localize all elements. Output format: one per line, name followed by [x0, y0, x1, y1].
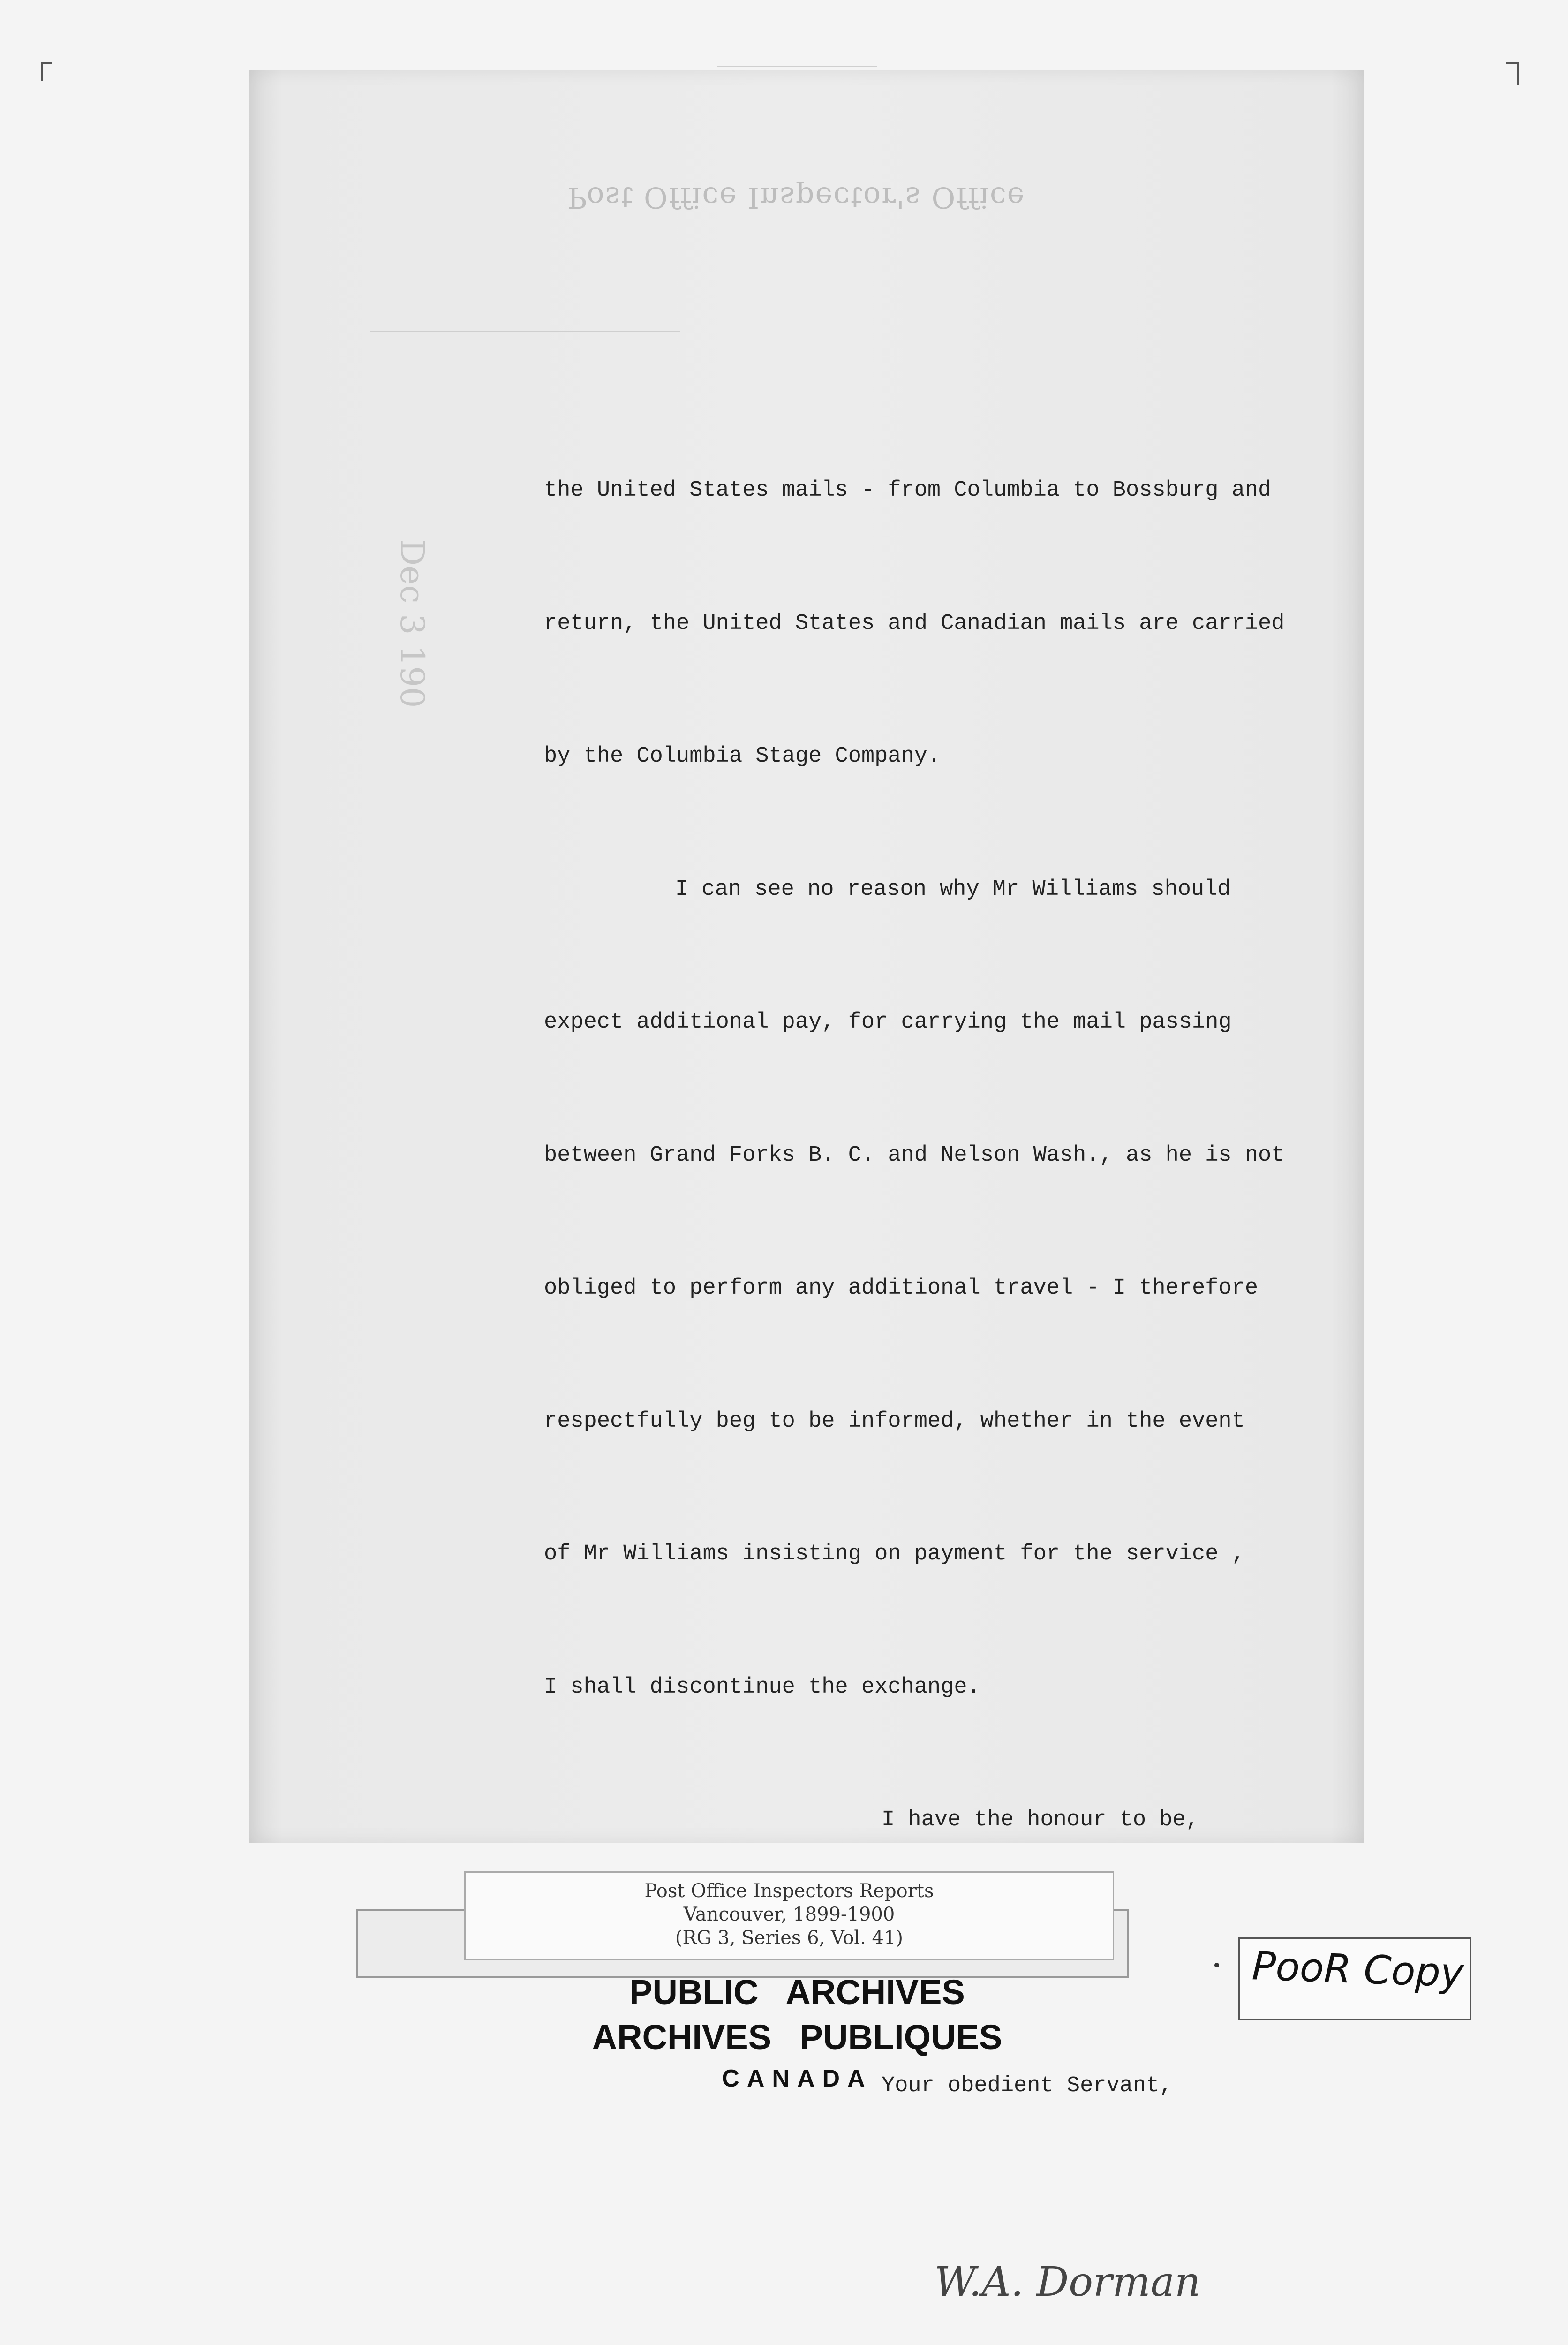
- body-line: I can see no reason why Mr Williams should: [675, 877, 1231, 902]
- body-line: return, the United States and Canadian mails are carried: [544, 611, 1285, 636]
- body-line: obliged to perform any additional travel - I therefore: [544, 1276, 1259, 1301]
- body-line: the United States mails - from Columbia to Bossburg and: [544, 478, 1272, 503]
- letterhead: Post Office Inspector's Office: [567, 181, 1025, 215]
- archive-label-line3: (RG 3, Series 6, Vol. 41): [675, 1927, 904, 1949]
- closing-honour: I have the honour to be,: [882, 1808, 1199, 1832]
- archives-line-3: CANADA: [722, 2065, 873, 2092]
- archives-line-1: PUBLIC ARCHIVES: [629, 1973, 965, 2012]
- corner-mark-left: [41, 62, 43, 81]
- date-rule: [370, 331, 680, 332]
- archive-label-line2: Vancouver, 1899-1900: [683, 1904, 895, 1925]
- signature-area: [544, 2197, 1313, 2306]
- body-line: respectfully beg to be informed, whether in the event: [544, 1408, 1245, 1434]
- body-line: between Grand Forks B. C. and Nelson Wash., as he is not: [544, 1142, 1285, 1168]
- body-line: by the Columbia Stage Company.: [544, 744, 941, 769]
- poor-copy-annotation: PooR Copy: [1251, 1943, 1465, 1996]
- letterhead-rule: [717, 66, 877, 67]
- body-line: of Mr Williams insisting on payment for the service ,: [544, 1542, 1245, 1566]
- archives-stamp: [469, 1970, 1125, 2097]
- corner-mark-right: [1517, 62, 1519, 85]
- archives-line-2: ARCHIVES PUBLIQUES: [592, 2018, 1003, 2057]
- corner-mark-left-h: [41, 62, 52, 64]
- body-line: expect additional pay, for carrying the mail passing: [544, 1010, 1232, 1035]
- dot-mark: [1214, 1963, 1219, 1967]
- signature: W.A. Dorman: [934, 2259, 1201, 2306]
- closing-servant: Your obedient Servant,: [882, 2073, 1173, 2098]
- archive-label-line1: Post Office Inspectors Reports: [644, 1880, 934, 1902]
- bleed-through-text: Dec 3 190: [393, 539, 431, 708]
- corner-mark-right-h: [1506, 62, 1518, 64]
- body-line: I shall discontinue the exchange.: [544, 1674, 980, 1700]
- archive-label: [464, 1871, 1114, 1960]
